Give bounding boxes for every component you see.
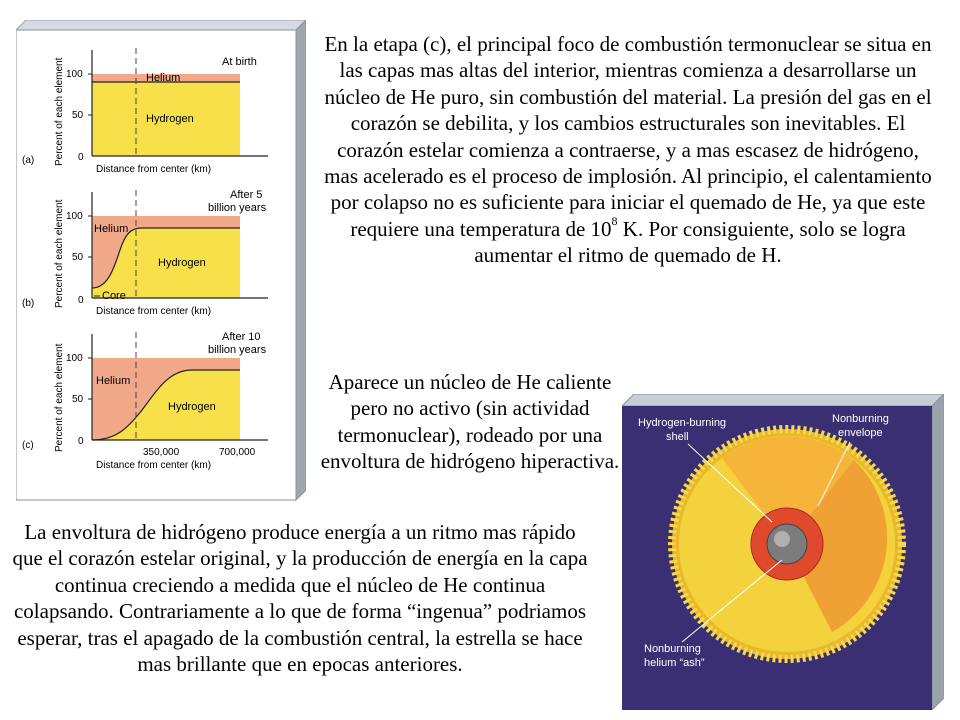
panel-c-label: (c): [22, 440, 34, 451]
star-frame-top-edge: [622, 394, 944, 406]
exponent-8: 8: [611, 213, 618, 228]
panel-a-ytick-0: 0: [78, 152, 84, 163]
paragraph-hydrogen-envelope: La envoltura de hidrógeno produce energía a un ritmo mas rápido que el corazón estelar original, y la producción de energía en la capa continua creciendo a medida que el núcleo de He continua colapsando. Contrariamente a lo que de forma “ingenua” podriamos esperar, tras el apagado de la combustión central, la estrella se hace mas brillante que en epocas anteriores.: [12, 520, 588, 677]
panel-c-ytick-100: 100: [66, 353, 83, 364]
panel-b-hydrogen-label: Hydrogen: [158, 257, 206, 269]
panel-c-stage-line1: After 10: [222, 331, 261, 343]
panel-a-x-axis-title: Distance from center (km): [96, 164, 212, 175]
label-ash-line2: helium “ash”: [644, 657, 705, 669]
panel-c-helium-label: Helium: [96, 375, 131, 387]
paragraph-stage-c-end: K. Por consiguiente, solo se logra aumentar el ritmo de quemado de H.: [474, 216, 906, 268]
label-envelope-line2: envelope: [838, 427, 883, 439]
paragraph-stage-c: [322, 31, 934, 269]
panel-a-ytick-100: 100: [66, 69, 83, 80]
paragraph-stage-c-main: En la etapa (c), el principal foco de combustión termonuclear se situa en las capas mas altas del interior, mientras comienza a desarrollarse un núcleo de He puro, sin combustión del material. La presión del gas en el corazón se debilita, y los cambios estructurales son inevitables. El corazón estelar comienza a contraerse, y a mas escasez de hidrógeno, mas acelerado es el proceso de implosión. Al principio, el calentamiento por colapso no es suficiente para iniciar el quemado de He, ya que este requiere una temperatura de 10: [324, 32, 932, 241]
panel-a-hydrogen-label: Hydrogen: [146, 113, 194, 125]
panel-b-ytick-0: 0: [78, 295, 84, 306]
panel-a-stage-label: At birth: [222, 56, 257, 68]
figure-frame-top-edge: [16, 20, 306, 30]
panel-a-y-axis-title: Percent of each element: [54, 57, 65, 166]
core-highlight: [774, 531, 790, 547]
panel-a-helium-label: Helium: [146, 72, 181, 84]
panel-c-xtick-350000: 350,000: [143, 447, 180, 458]
paragraph-helium-core: Aparece un núcleo de He caliente pero no activo (sin actividad termonuclear), rodeado por una envoltura de hidrógeno hiperactiva.: [320, 370, 620, 474]
panel-b-ytick-50: 50: [72, 252, 84, 263]
panel-c-y-axis-title: Percent of each element: [54, 343, 65, 452]
figure-frame-side-edge: [296, 20, 306, 500]
panel-b-x-axis-title: Distance from center (km): [96, 306, 212, 317]
star-cross-section-figure: [622, 394, 944, 710]
label-shell-line1: Hydrogen-burning: [638, 417, 727, 429]
panel-b-ytick-100: 100: [66, 211, 83, 222]
panel-c-xtick-700000: 700,000: [219, 447, 256, 458]
panel-b-y-axis-title: Percent of each element: [54, 199, 65, 308]
panel-c-hydrogen-label: Hydrogen: [168, 401, 216, 413]
panel-b-stage-line2: billion years: [208, 202, 267, 214]
star-frame-side-edge: [932, 394, 944, 710]
panel-b-core-label: Core: [102, 290, 126, 302]
panel-c-ytick-50: 50: [72, 394, 84, 405]
panel-c-ytick-0: 0: [78, 436, 84, 447]
composition-figure: [16, 20, 306, 502]
panel-c-x-axis-title: Distance from center (km): [96, 460, 212, 471]
panel-a-ytick-50: 50: [72, 110, 84, 121]
panel-b-helium-label: Helium: [94, 223, 129, 235]
label-envelope-line1: Nonburning: [832, 413, 889, 425]
panel-a-label: (a): [22, 155, 35, 166]
label-shell-line2: shell: [666, 431, 689, 443]
panel-c-stage-line2: billion years: [208, 344, 267, 356]
label-ash-line1: Nonburning: [644, 643, 701, 655]
panel-b-stage-line1: After 5: [230, 189, 263, 201]
panel-b-label: (b): [22, 298, 35, 309]
